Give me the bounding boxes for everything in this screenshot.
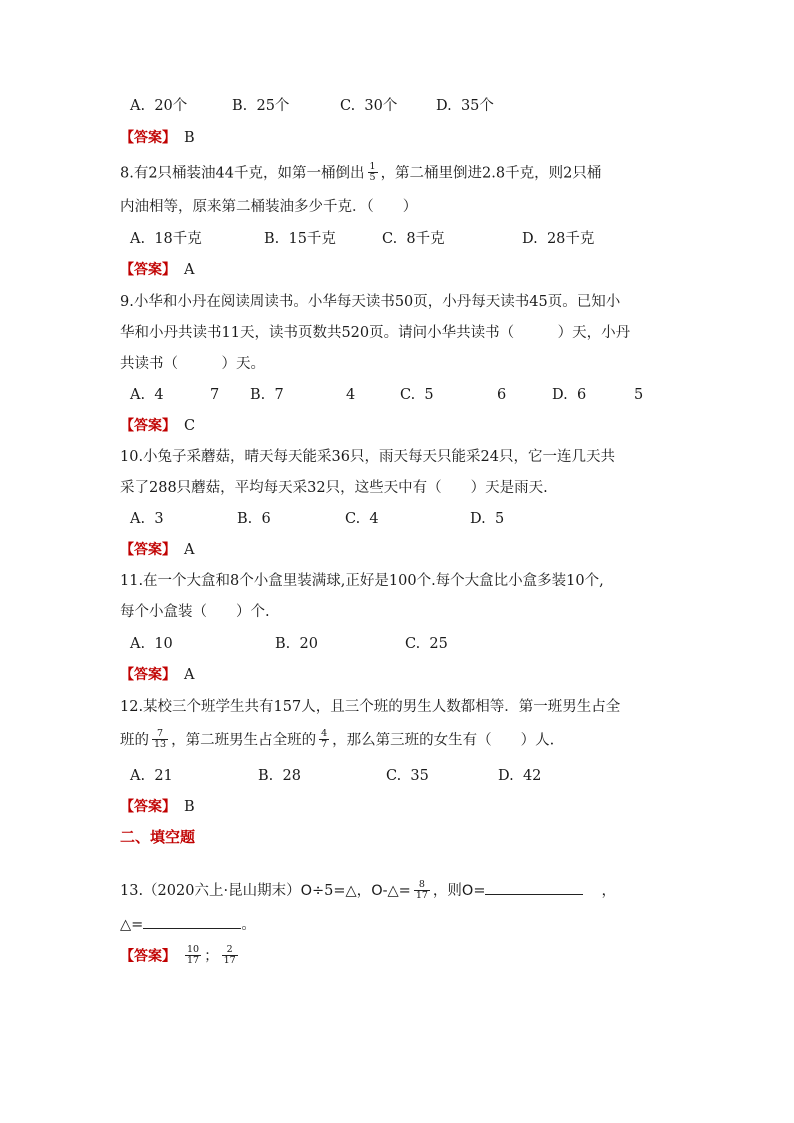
q12-option-a: A. 21 [130,768,173,784]
q7-option-c: C. 30个 [340,98,398,114]
answer-label: 【答案】 [120,542,176,558]
q7-answer [120,128,195,148]
q13-answer: 【答案】 $\frac{10}{17}$ ； $\frac{2}{17}$ [120,944,236,966]
q8-answer [120,260,194,280]
fraction: $\frac{4}{7}$ [321,728,328,750]
q9-option-a-second: 7 [210,387,220,403]
q11-line2: 每个小盒装（ ）个. [120,604,270,620]
answer-label: 【答案】 [120,130,176,146]
q8-option-d: D. 28千克 [522,231,595,247]
answer-value: A [184,667,195,683]
q10-answer [120,540,194,560]
q11-option-a: A. 10 [130,636,173,652]
answer-value: A [184,262,195,278]
q13-line2: △= 。 [120,912,256,935]
q7-option-d: D. 35个 [436,98,494,114]
q9-option-c: C. 5 [400,387,434,403]
fraction: $\frac{1}{5}$ [369,161,376,183]
q9-option-a: A. 4 [130,387,164,403]
answer-label: 【答案】 [120,667,176,683]
q11-option-c: C. 25 [405,636,448,652]
q9-option-b: B. 7 [250,387,284,403]
q8-option-a: A. 18千克 [130,231,202,247]
q8-line1: 8.有2只桶装油44千克，如第一桶倒出 $\frac{1}{5}$ ，第二桶里倒进2.8千克，则2只桶 [120,161,602,183]
q9-line3: 共读书（ ）天。 [120,356,265,372]
q10-option-d: D. 5 [470,511,505,527]
answer-value: C [184,418,196,434]
answer-label: 【答案】 [120,948,176,965]
q8-option-c: C. 8千克 [382,231,445,247]
fraction: $\frac{2}{17}$ [223,944,236,966]
q9-answer [120,416,195,436]
q9-option-d-second: 5 [634,387,644,403]
fraction: $\frac{10}{17}$ [187,944,200,966]
answer-value: B [184,799,195,815]
fraction: $\frac{8}{17}$ [415,878,428,901]
q9-option-b-second: 4 [346,387,356,403]
answer-label: 【答案】 [120,262,176,278]
q7-option-b: B. 25个 [232,98,290,114]
q9-option-c-second: 6 [497,387,507,403]
q12-option-c: C. 35 [386,768,429,784]
q12-line2: 班的 $\frac{7}{13}$ ，第二班男生占全班的 $\frac{4}{7}$ ，那么第三班的女生有（ ）人. [120,728,555,750]
q8-option-b: B. 15千克 [264,231,336,247]
fill-blank[interactable] [485,878,583,895]
q11-option-b: B. 20 [275,636,318,652]
q10-option-c: C. 4 [345,511,379,527]
q12-answer [120,797,195,817]
q7-option-a: A. 20个 [130,98,188,114]
q12-option-d: D. 42 [498,768,542,784]
q10-option-b: B. 6 [237,511,271,527]
fraction: $\frac{7}{13}$ [154,728,167,750]
q9-line2: 华和小丹共读书11天，读书页数共520页。请问小华共读书（ ）天，小丹 [120,325,631,341]
q10-line1: 10.小兔子采蘑菇，晴天每天能采36只，雨天每天只能采24只，它一连几天共 [120,449,615,465]
answer-value: B [184,130,195,146]
q9-line1: 9.小华和小丹在阅读周读书。小华每天读书50页，小丹每天读书45页。已知小 [120,294,621,310]
q11-answer [120,665,194,685]
section-heading: 二、填空题 [120,828,196,846]
answer-label: 【答案】 [120,799,176,815]
answer-label: 【答案】 [120,418,176,434]
q9-option-d: D. 6 [552,387,587,403]
q12-line1: 12.某校三个班学生共有157人，且三个班的男生人数都相等．第一班男生占全 [120,699,621,715]
q10-option-a: A. 3 [130,511,164,527]
q11-line1: 11.在一个大盒和8个小盒里装满球,正好是100个.每个大盒比小盒多装10个, [120,573,604,589]
q13-line1: 13.（2020六上·昆山期末）O÷5=△，O-△= $\frac{8}{17}$ ，则O= ， [120,878,616,901]
q10-line2: 采了288只蘑菇，平均每天采32只，这些天中有（ ）天是雨天. [120,480,548,496]
q12-option-b: B. 28 [258,768,301,784]
answer-value: A [184,542,195,558]
circle-symbol: O [300,883,312,899]
circle-symbol: O [371,883,383,899]
q8-line2: 内油相等，原来第二桶装油多少千克．（ ） [120,199,418,215]
circle-symbol: O [461,883,474,899]
fill-blank[interactable] [143,912,241,929]
